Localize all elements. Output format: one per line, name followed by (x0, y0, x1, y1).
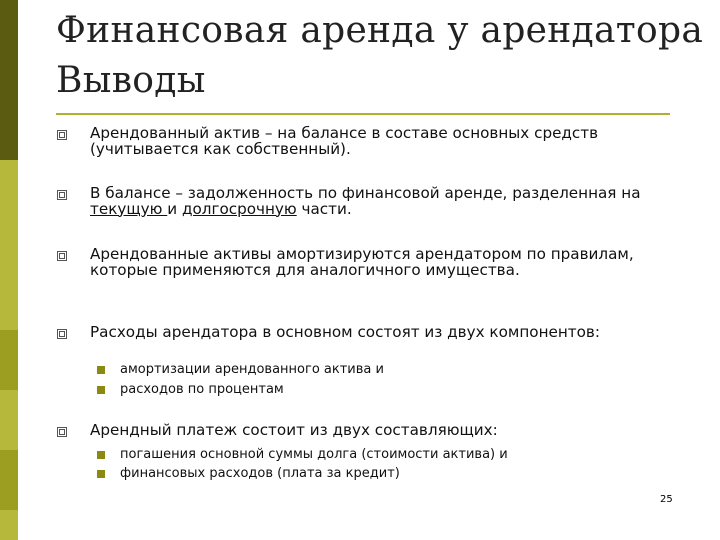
square-sub-bullet-icon (97, 366, 105, 374)
hollow-square-bullet-icon (57, 130, 67, 140)
hollow-square-bullet-icon (57, 190, 67, 200)
underlined-term: долгосрочную (181, 199, 297, 218)
hollow-square-bullet-icon (57, 427, 67, 437)
item-text-part: и (167, 199, 182, 218)
square-sub-bullet-icon (97, 386, 105, 394)
square-sub-bullet-icon (97, 451, 105, 459)
slide-title (56, 6, 703, 106)
sidebar-accent-block (0, 450, 18, 510)
bullet-item: Расходы арендатора в основном состоят из двух компонентов: (90, 323, 600, 341)
square-sub-bullet-icon (97, 470, 105, 478)
sub-bullet-item: расходов по процентам (120, 382, 284, 397)
underlined-term: текущую (90, 199, 168, 218)
item-text-part: части. (296, 199, 352, 218)
sidebar-dark-band (0, 0, 18, 160)
sidebar-accent-block (0, 330, 18, 390)
sidebar-decoration (0, 0, 18, 540)
item-text-part: В балансе – задолженность по финансовой аренде, разделенная на (90, 184, 641, 202)
bullet-item: Арендованные активы амортизируются арендатором по правилам, которые применяются для аналогичного имущества. (90, 245, 634, 279)
hollow-square-bullet-icon (57, 329, 67, 339)
hollow-square-bullet-icon (57, 251, 67, 261)
bullet-item: Арендный платеж состоит из двух составляющих: (90, 421, 498, 439)
sub-bullet-item: финансовых расходов (плата за кредит) (120, 466, 400, 481)
title-line-2: Выводы (56, 60, 206, 101)
sub-bullet-item: амортизации арендованного актива и (120, 362, 384, 377)
title-underline (56, 113, 670, 115)
bullet-item (90, 186, 670, 217)
bullet-item: Арендованный актив – на балансе в составе основных средств (учитывается как собственный). (90, 124, 599, 158)
title-line-1: Финансовая аренда у арендатора (56, 10, 704, 51)
page-number: 25 (660, 494, 673, 505)
sub-bullet-item: погашения основной суммы долга (стоимости актива) и (120, 447, 508, 462)
